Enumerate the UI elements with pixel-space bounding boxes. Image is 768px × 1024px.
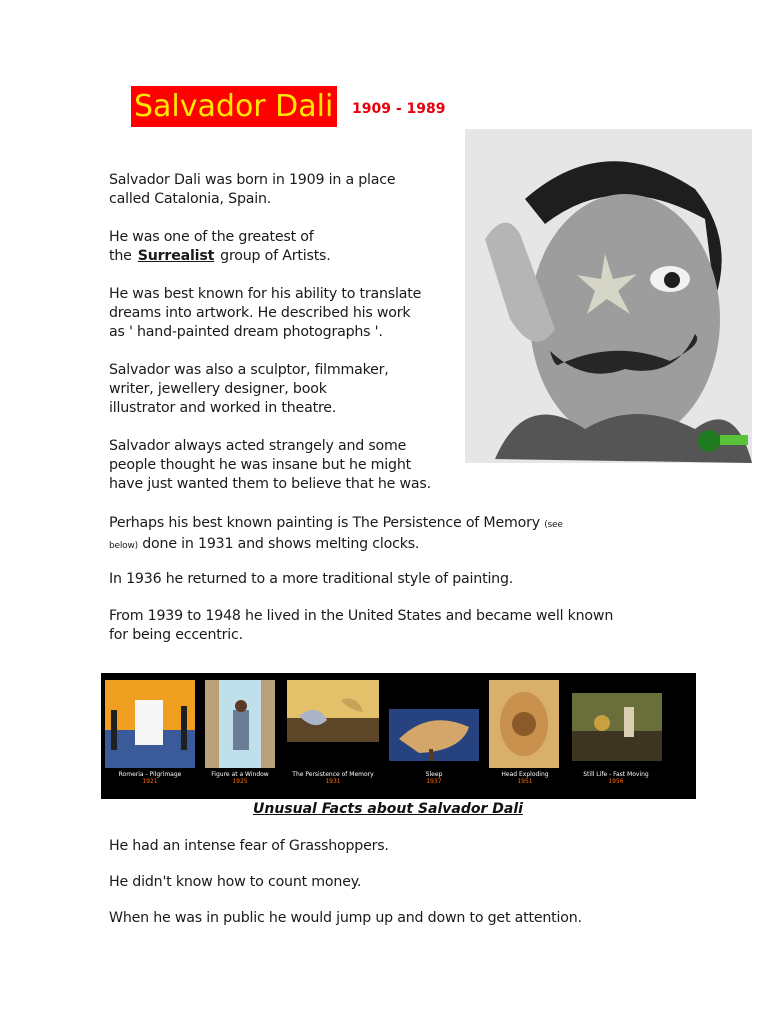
- life-years: 1909 - 1989: [352, 101, 446, 117]
- painting-year: 1937: [426, 778, 442, 785]
- text-line: [109, 535, 563, 556]
- painting-strip: [101, 673, 696, 799]
- text-fragment: Perhaps his best known painting is The Persistence of Memory: [109, 515, 540, 531]
- sleep-painting-icon: [389, 709, 479, 761]
- painting-caption: [475, 771, 575, 785]
- painting-year: 1951: [517, 778, 533, 785]
- text-line: for being eccentric.: [109, 627, 243, 643]
- painting-title: Head Exploding: [501, 771, 549, 778]
- dali-portrait: [465, 129, 752, 463]
- text-fragment: group of Artists.: [220, 248, 331, 264]
- persistence-painting-icon: [287, 680, 379, 742]
- painting-year: 1921: [142, 778, 158, 785]
- painting-caption: [384, 771, 484, 785]
- painting-caption: [283, 771, 383, 785]
- fact-item: [109, 873, 361, 892]
- text-line: When he was in public he would jump up and down to get attention.: [109, 910, 582, 926]
- paragraph-painting: [109, 514, 563, 556]
- window-painting-icon: [205, 680, 275, 768]
- fact-item: [109, 909, 582, 928]
- text-fragment: the: [109, 248, 132, 264]
- text-line: In 1936 he returned to a more traditional style of painting.: [109, 571, 514, 587]
- still-life-painting-icon: [572, 693, 662, 761]
- note-fragment: below): [109, 541, 138, 551]
- painting-title: Romeria - Pilgrimage: [118, 771, 182, 778]
- paragraph-birth: [109, 171, 395, 209]
- painting-caption: [100, 771, 200, 785]
- text-line: He had an intense fear of Grasshoppers.: [109, 838, 389, 854]
- painting-year: 1925: [232, 778, 248, 785]
- paragraph-surrealist: [109, 228, 331, 266]
- painting-year: 1931: [325, 778, 341, 785]
- text-line: illustrator and worked in theatre.: [109, 400, 337, 416]
- text-line: Salvador was also a sculptor, filmmaker,: [109, 362, 389, 378]
- text-line: have just wanted them to believe that he was.: [109, 476, 431, 492]
- painting-title: The Persistence of Memory: [292, 771, 374, 778]
- painting-title: Sleep: [425, 771, 443, 778]
- portrait-photo-icon: [465, 129, 752, 463]
- painting-title: Figure at a Window: [211, 771, 269, 778]
- text-line: He didn't know how to count money.: [109, 874, 362, 890]
- text-line: dreams into artwork. He described his work: [109, 305, 411, 321]
- text-line: [109, 514, 563, 535]
- text-line: people thought he was insane but he might: [109, 457, 411, 473]
- paragraph-careers: [109, 361, 389, 418]
- note-fragment: (see: [544, 520, 563, 530]
- text-line: Salvador always acted strangely and some: [109, 438, 407, 454]
- painting-caption: [566, 771, 666, 785]
- text-line: as ' hand-painted dream photographs '.: [109, 324, 383, 340]
- text-line: writer, jewellery designer, book: [109, 381, 327, 397]
- facts-heading: Unusual Facts about Salvador Dali: [253, 801, 523, 817]
- text-line: called Catalonia, Spain.: [109, 191, 272, 207]
- paragraph-usa: [109, 607, 613, 645]
- text-line: He was best known for his ability to translate: [109, 286, 422, 302]
- paragraph-strange: [109, 437, 431, 494]
- paragraph-1936: [109, 570, 513, 589]
- romeria-painting-icon: [105, 680, 195, 768]
- text-line: From 1939 to 1948 he lived in the United States and became well known: [109, 608, 614, 624]
- page-title: Salvador Dali: [131, 86, 337, 127]
- text-fragment: done in 1931 and shows melting clocks.: [142, 536, 420, 552]
- text-line: He was one of the greatest of: [109, 229, 314, 245]
- painting-year: 1956: [608, 778, 624, 785]
- surrealist-link[interactable]: Surrealist: [137, 248, 215, 264]
- paragraph-known-for: [109, 285, 421, 342]
- fact-item: [109, 837, 389, 856]
- painting-caption: [190, 771, 290, 785]
- text-line: [109, 247, 331, 266]
- text-line: Salvador Dali was born in 1909 in a place: [109, 172, 396, 188]
- painting-title: Still Life - Fast Moving: [583, 771, 649, 778]
- head-exploding-painting-icon: [489, 680, 559, 768]
